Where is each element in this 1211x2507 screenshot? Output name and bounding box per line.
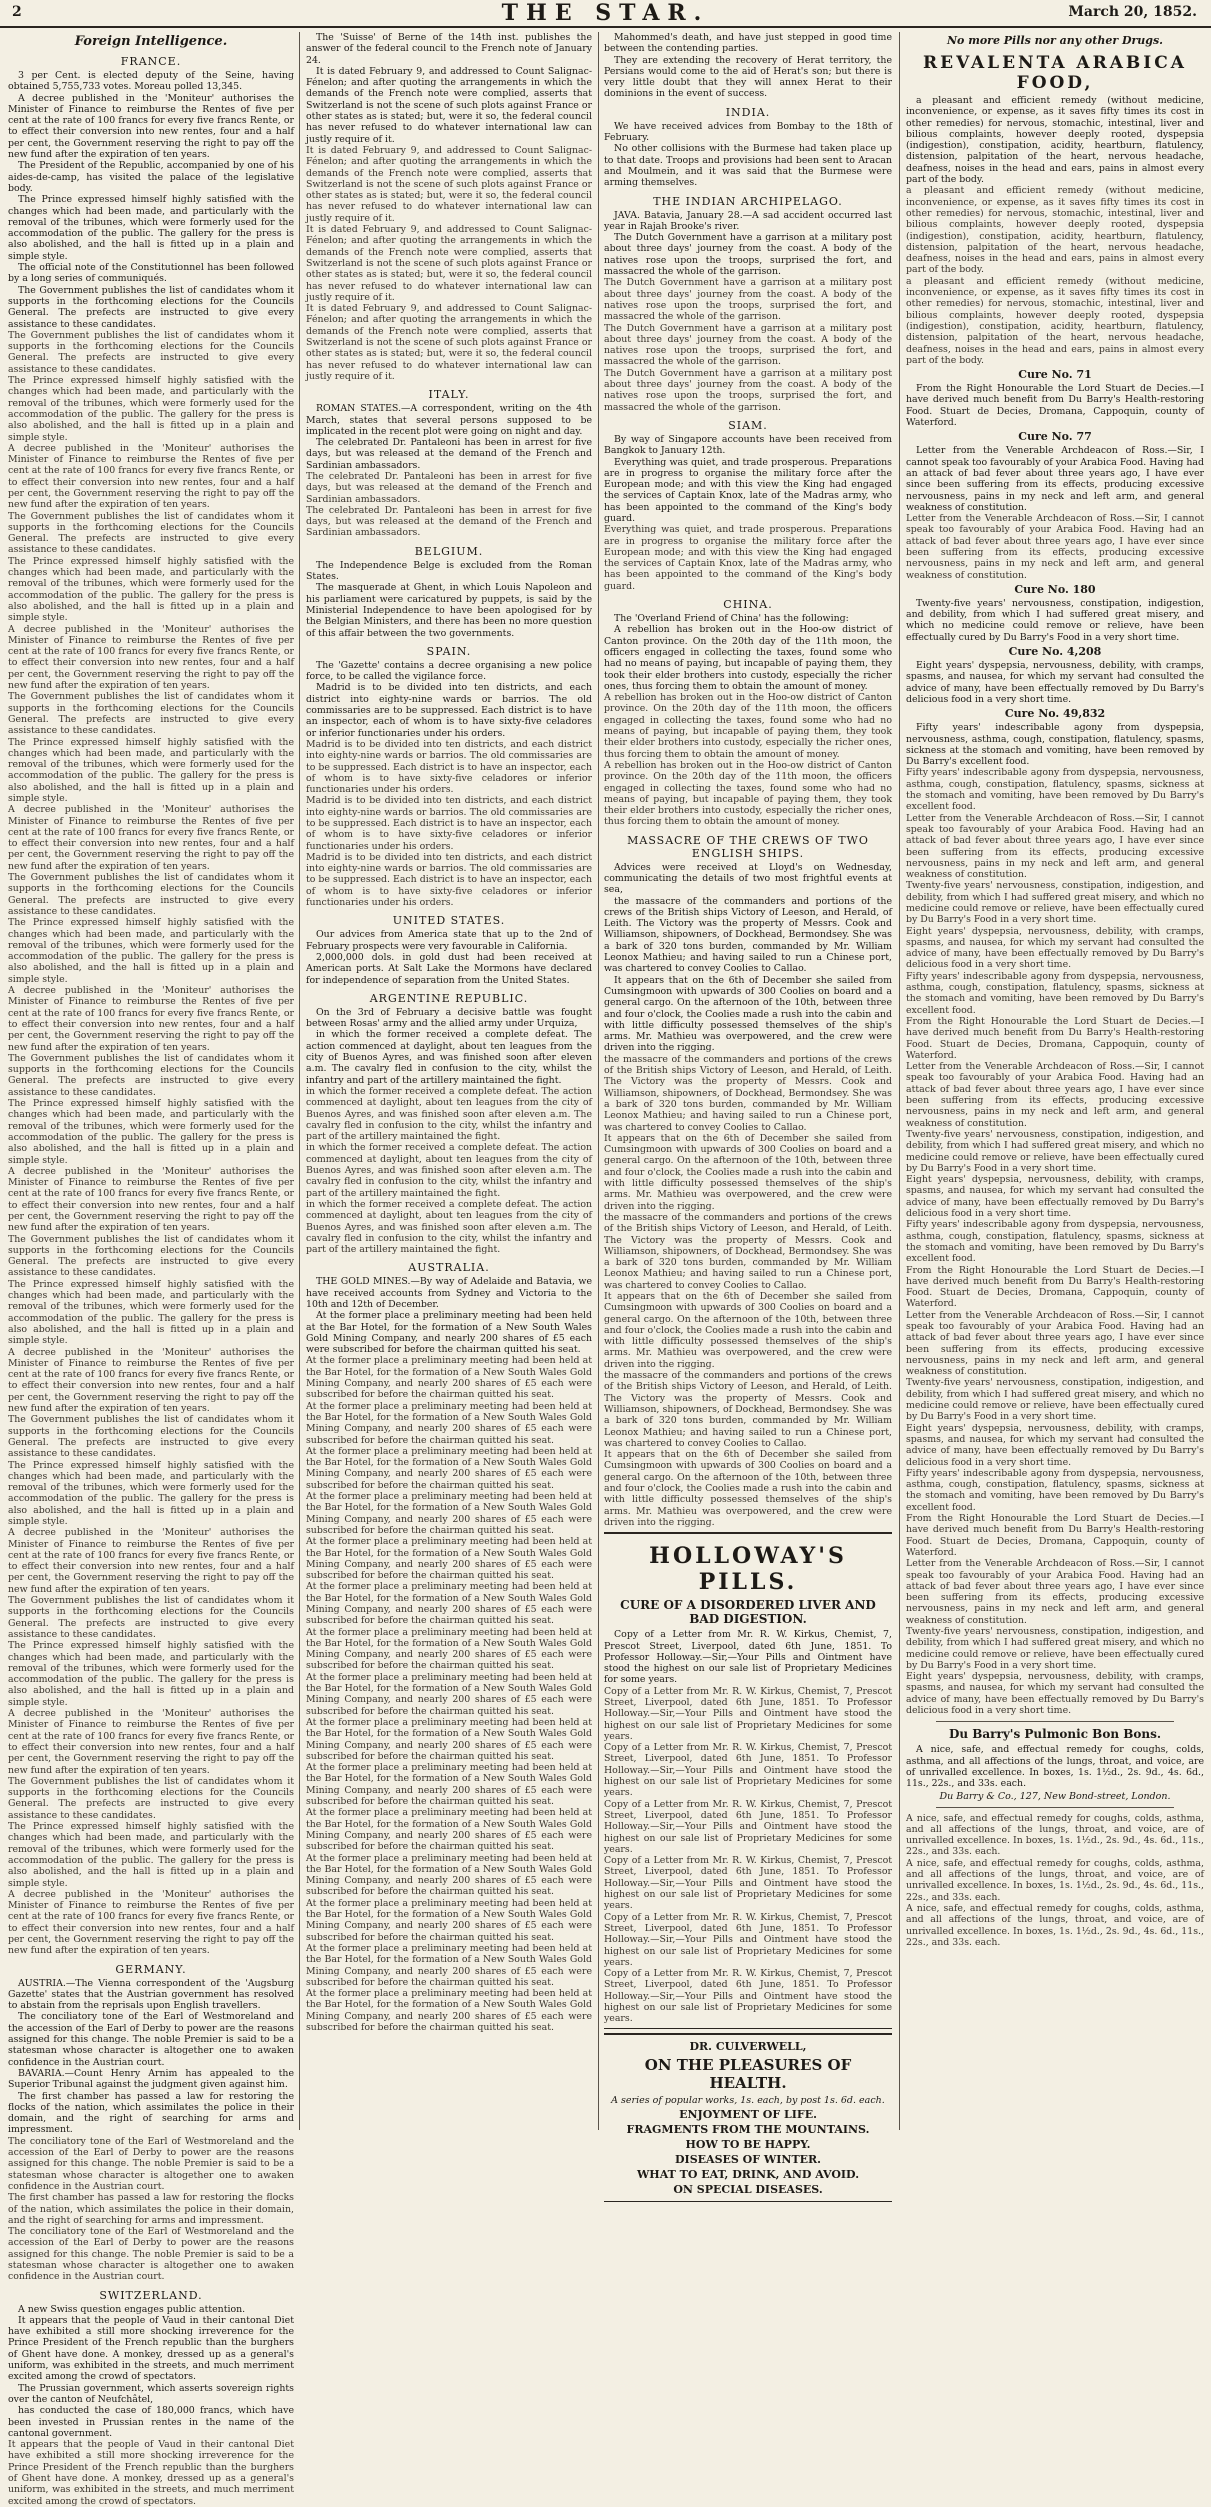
article-text: A decree published in the 'Moniteur' authorises the Minister of Finance to reimburse the Rentes of five per cent at the rate of 100 francs for every five francs Rente, or to effect their conversion into new rentes, four and a half per cent, the Government reserving the right to pay off the new fund after the expiration of ten years.: [8, 1346, 294, 1415]
article-lead: JAVA. Batavia, January 28.—A sad accident occurred last year in Rajah Brooke's river.: [604, 209, 892, 232]
column-1: [8, 32, 294, 2507]
article-heading: THE INDIAN ARCHIPELAGO.: [653, 194, 843, 208]
article-text: A rebellion has broken out in the Hoo-ow district of Canton province. On the 20th day of the 11th moon, the officers engaged in collecting the taxes, found some who had no means of paying, but incapable of paying them, they took their elder brothers into custody, especially the richer ones, thus forcing them to obtain the amount of money.: [604, 759, 892, 828]
article-text: The Prince expressed himself highly satisfied with the changes which had been made, and particularly with the removal of the tribunes, which were formerly used for the accommodation of the public. The gallery for the press is also abolished, and the hall is fitted up in a plain and simple style.: [8, 736, 294, 804]
cure-text: Eight years' dyspepsia, nervousness, debility, with cramps, spasms, and nausea, for which my servant had consulted the advice of many, have been effectually removed by Du Barry's delicious food in a very short time.: [906, 1671, 1204, 1717]
article-text: The Government publishes the list of candidates whom it supports in the forthcoming elections for the Councils General. The prefects are instructed to give every assistance to these candidates.: [8, 510, 294, 556]
article-text: The Prince expressed himself highly satisfied with the changes which had been made, and particularly with the removal of the tribunes, which were formerly used for the accommodation of the public. The gallery for the press is also abolished, and the hall is fitted up in a plain and simple style.: [8, 555, 294, 624]
article-text: They are extending the recovery of Herat territory, the Persians would come to the aid of Herat's son; but there is very little doubt that they will annex Herat to their dominions in the event of success.: [604, 54, 892, 100]
article: [8, 55, 294, 1957]
article-text: Madrid is to be divided into ten districts, and each district into eighty-nine wards or barrios. The old commissaries are to be suppressed. Each district is to have an inspector, each of whom is to have sixty-five celadores or inferior functionaries under his orders.: [306, 682, 592, 739]
cure-text: Twenty-five years' nervousness, constipation, indigestion, and debility, from which I had suffered great misery, and which no medicine could remove or relieve, have been effectually cured by Du Barry's Food in a very short time.: [906, 1377, 1204, 1423]
cure-label: Cure No. 71: [1018, 368, 1092, 382]
article-text: A rebellion has broken out in the Hoo-ow district of Canton province. On the 20th day of the 11th moon, the officers engaged in collecting the taxes, found some who had no means of paying, but incapable of paying them, they took their elder brothers into custody, especially the richer ones, thus forcing them to obtain the amount of money.: [604, 624, 892, 692]
article-text: A decree published in the 'Moniteur' authorises the Minister of Finance to reimburse the Rentes of five per cent at the rate of 100 francs for every five francs Rente, or to effect their conversion into new rentes, four and a half per cent, the Government reserving the right to pay off the new fund after the expiration of ten years.: [8, 1888, 294, 1957]
article-heading: UNITED STATES.: [392, 914, 506, 928]
article-text: Everything was quiet, and trade prosperous. Preparations are in progress to organise the military force after the European mode; and with this view the King had engaged the services of Captain Knox, late of the Madras army, who has been appointed to the command of the King's body guard.: [604, 524, 892, 592]
divider: [936, 1721, 1174, 1722]
article-text: Everything was quiet, and trade prosperous. Preparations are in progress to organise the military force after the European mode; and with this view the King had engaged the services of Captain Knox, late of the Madras army, who has been appointed to the command of the King's body guard.: [604, 456, 892, 524]
cure-text: From the Right Honourable the Lord Stuart de Decies.—I have derived much benefit from Du Barry's Health-restoring Food. Stuart de Decies, Dromana, Cappoquin, county of Waterford.: [906, 1015, 1204, 1061]
advert-text: Copy of a Letter from Mr. R. W. Kirkus, Chemist, 7, Prescot Street, Liverpool, dated 6th June, 1851. To Professor Holloway.—Sir,—Your Pills and Ointment have stood the highest on our sale list of Proprietary Medicines for some years.: [604, 1742, 892, 1799]
article-text: At the former place a preliminary meeting had been held at the Bar Hotel, for the formation of a New South Wales Gold Mining Company, and nearly 200 shares of £5 each were subscribed for before the chairman quitted his seat.: [306, 1671, 592, 1717]
article-text: The Dutch Government have a garrison at a military post about three days' journey from the coast. A body of the natives rose upon the troops, surprised the fort, and massacred the whole of the garrison.: [604, 232, 892, 278]
article-text: The Government publishes the list of candidates whom it supports in the forthcoming elections for the Councils General. The prefects are instructed to give every assistance to these candidates.: [8, 1595, 294, 1640]
advert-line: ENJOYMENT OF LIFE.: [679, 2107, 817, 2121]
article-heading: SPAIN.: [426, 644, 472, 658]
cure-text: Letter from the Venerable Archdeacon of Ross.—Sir, I cannot speak too favourably of your Arabica Food. Having had an attack of bad fever about three years ago, I have ever since been suffering from its effects, producing excessive nervousness, pains in my neck and left arm, and general weakness of constitution.: [906, 1309, 1204, 1378]
article-text: The Prince expressed himself highly satisfied with the changes which had been made, and particularly with the removal of the tribunes, which were formerly used for the accommodation of the public. The gallery for the press is also abolished, and the hall is fitted up in a plain and simple style.: [8, 1459, 294, 1527]
article-text: The first chamber has passed a law for restoring the flocks of the nation, which assimilates the police in their domain, and the right of searching for arms and impressment.: [8, 2090, 294, 2136]
article-lead: ROMAN STATES.—A correspondent, writing on the 4th March, states that several persons supposed to be implicated in the recent plot were going on night and day.: [306, 403, 592, 437]
article-text: It appears that on the 6th of December she sailed from Cumsingmoon with upwards of 300 Coolies on board and a general cargo. On the afternoon of the 10th, between three and four o'clock, the Coolies made a rush into the cabin and with little difficulty possessed themselves of the ship's arms. Mr. Mathieu was overpowered, and the crew were driven into the rigging.: [604, 1290, 892, 1370]
cure-label: Cure No. 180: [1014, 582, 1096, 596]
newspaper-title: THE STAR.: [501, 0, 710, 26]
cure-text: Letter from the Venerable Archdeacon of Ross.—Sir, I cannot speak too favourably of your Arabica Food. Having had an attack of bad fever about three years ago, I have ever since been suffering from its effects, producing excessive nervousness, pains in my neck and left arm, and general weakness of constitution.: [906, 513, 1204, 581]
article-text: The celebrated Dr. Pantaleoni has been in arrest for five days, but was released at the demand of the French and Sardinian ambassadors.: [306, 437, 592, 471]
column-rule: [899, 32, 900, 2130]
page-number: 2: [12, 4, 22, 20]
holloway-advert: [604, 1532, 892, 2028]
article-lead: The President of the Republic, accompanied by one of his aides-de-camp, has visited the palace of the legislative body.: [8, 160, 294, 194]
article-text: Madrid is to be divided into ten districts, and each district into eighty-nine wards or barrios. The old commissaries are to be suppressed. Each district is to have an inspector, each of whom is to have sixty-five celadores or inferior functionaries under his orders.: [306, 851, 592, 909]
article-text: At the former place a preliminary meeting had been held at the Bar Hotel, for the formation of a New South Wales Gold Mining Company, and nearly 200 shares of £5 each were subscribed for before the chairman quitted his seat.: [306, 1355, 592, 1401]
article-text: in which the former received a complete defeat. The action commenced at daylight, about ten leagues from the city of Buenos Ayres, and was finished soon after eleven a.m. The cavalry fled in confusion to the city, whilst the infantry and part of the artillery maintained the fight.: [306, 1198, 592, 1256]
advert-subtitle: CURE OF A DISORDERED LIVER AND BAD DIGESTION.: [620, 1598, 876, 1627]
advert-text: A nice, safe, and effectual remedy for coughs, colds, asthma, and all affections of the lungs, throat, and voice, are of unrivalled excellence. In boxes, 1s. 1½d., 2s. 9d., 4s. 6d., 11s., 22s., and 33s. each.: [906, 1812, 1204, 1858]
cure-text: Eight years' dyspepsia, nervousness, debility, with cramps, spasms, and nausea, for which my servant had consulted the advice of many, have been effectually removed by Du Barry's delicious food in a very short time.: [906, 1422, 1204, 1468]
cure-text: Fifty years' indescribable agony from dyspepsia, nervousness, asthma, cough, constipation, flatulency, spasms, sickness at the stomach and vomiting, have been removed by Du Barry's excellent food.: [906, 1467, 1204, 1513]
article-text: The Government publishes the list of candidates whom it supports in the forthcoming elections for the Councils General. The prefects are instructed to give every assistance to these candidates.: [8, 1233, 294, 1279]
article-text: The celebrated Dr. Pantaleoni has been in arrest for five days, but was released at the demand of the French and Sardinian ambassadors.: [306, 504, 592, 539]
article-text: The Dutch Government have a garrison at a military post about three days' journey from the coast. A body of the natives rose upon the troops, surprised the fort, and massacred the whole of the garrison.: [604, 277, 892, 323]
advert-text: Copy of a Letter from Mr. R. W. Kirkus, Chemist, 7, Prescot Street, Liverpool, dated 6th June, 1851. To Professor Holloway.—Sir,—Your Pills and Ointment have stood the highest on our sale list of Proprietary Medicines for some years.: [604, 1685, 892, 1742]
article-text: At the former place a preliminary meeting had been held at the Bar Hotel, for the formation of a New South Wales Gold Mining Company, and nearly 200 shares of £5 each were subscribed for before the chairman quitted his seat.: [306, 1852, 592, 1898]
cure-text: Fifty years' indescribable agony from dyspepsia, nervousness, asthma, cough, constipation, flatulency, spasms, sickness at the stomach and vomiting, have been removed by Du Barry's excellent food.: [906, 722, 1204, 768]
article-lead: THE GOLD MINES.—By way of Adelaide and Batavia, we have received accounts from Sydney and Victoria to the 10th and 12th of December.: [306, 1276, 592, 1310]
article-text: in which the former received a complete defeat. The action commenced at daylight, about ten leagues from the city of Buenos Ayres, and was finished soon after eleven a.m. The cavalry fled in confusion to the city, whilst the infantry and part of the artillery maintained the fight.: [306, 1085, 592, 1143]
article-text: A decree published in the 'Moniteur' authorises the Minister of Finance to reimburse the Rentes of five per cent at the rate of 100 francs for every five francs Rente, or to effect their conversion into new rentes, four and a half per cent, the Government reserving the right to pay off the new fund after the expiration of ten years.: [8, 1708, 294, 1776]
advert-text: a pleasant and efficient remedy (without medicine, inconvenience, or expense, as it saves fifty times its cost in other remedies) for nervous, stomachic, intestinal, liver and bilious complaints, however deeply rooted, dyspepsia (indigestion), constipation, acidity, heartburn, flatulency, distension, palpitation of the heart, nervous headache, deafness, noises in the head and ears, pains in almost every part of the body.: [906, 275, 1204, 366]
cure-text: Fifty years' indescribable agony from dyspepsia, nervousness, asthma, cough, constipation, flatulency, spasms, sickness at the stomach and vomiting, have been removed by Du Barry's excellent food.: [906, 970, 1204, 1016]
article-heading: AUSTRALIA.: [408, 1261, 490, 1275]
article-text: A decree published in the 'Moniteur' authorises the Minister of Finance to reimburse the Rentes of five per cent at the rate of 100 francs for every five francs Rente, or to effect their conversion into new rentes, four and a half per cent, the Government reserving the right to pay off the new fund after the expiration of ten years.: [8, 623, 294, 692]
article-text: The Dutch Government have a garrison at a military post about three days' journey from the coast. A body of the natives rose upon the troops, surprised the fort, and massacred the whole of the garrison.: [604, 322, 892, 368]
article-text: The Prince expressed himself highly satisfied with the changes which had been made, and particularly with the removal of the tribunes, which were formerly used for the accommodation of the public. The gallery for the press is also abolished, and the hall is fitted up in a plain and simple style.: [8, 1640, 294, 1708]
advert-title: Du Barry's Pulmonic Bon Bons.: [948, 1727, 1162, 1742]
article-lead: Mahommed's death, and have just stepped in good time between the contending parties.: [604, 32, 892, 55]
advert-title: REVALENTA ARABICA FOOD,: [923, 53, 1187, 93]
cure-text: Twenty-five years' nervousness, constipation, indigestion, and debility, from which I had suffered great misery, and which no medicine could remove or relieve, have been effectually cured by Du Barry's Food in a very short time.: [906, 1626, 1204, 1671]
article-text: At the former place a preliminary meeting had been held at the Bar Hotel, for the formation of a New South Wales Gold Mining Company, and nearly 200 shares of £5 each were subscribed for before the chairman quitted his seat.: [306, 1988, 592, 2033]
article-text: the massacre of the commanders and portions of the crews of the British ships Victory of Leeson, and Herald, of Leith. The Victory was the property of Messrs. Cook and Williamson, shipowners, of Dockhead, Bermondsey. She was a bark of 320 tons burden, commanded by Mr. William Leonox Mathieu; and having sailed to run a Chinese port, was chartered to convey Coolies to Callao.: [604, 895, 892, 975]
cure-text: Letter from the Venerable Archdeacon of Ross.—Sir, I cannot speak too favourably of your Arabica Food. Having had an attack of bad fever about three years ago, I have ever since been suffering from its effects, producing excessive nervousness, pains in my neck and left arm, and general weakness of constitution.: [906, 445, 1204, 513]
article-text: The Prince expressed himself highly satisfied with the changes which had been made, and particularly with the removal of the tribunes, which were formerly used for the accommodation of the public. The gallery for the press is also abolished, and the hall is fitted up in a plain and simple style.: [8, 1821, 294, 1889]
article-text: has conducted the case of 180,000 francs, which have been invested in Prussian rentes in the name of the cantonal government.: [8, 2405, 294, 2439]
cure-label: Cure No. 77: [1018, 430, 1092, 444]
article-text: At the former place a preliminary meeting had been held at the Bar Hotel, for the formation of a New South Wales Gold Mining Company, and nearly 200 shares of £5 each were subscribed for before the chairman quitted his seat.: [306, 1536, 592, 1582]
article-text: At the former place a preliminary meeting had been held at the Bar Hotel, for the formation of a New South Wales Gold Mining Company, and nearly 200 shares of £5 each were subscribed for before the chairman quitted his seat.: [306, 1942, 592, 1988]
article-text: in which the former received a complete defeat. The action commenced at daylight, about ten leagues from the city of Buenos Ayres, and was finished soon after eleven a.m. The cavalry fled in confusion to the city, whilst the infantry and part of the artillery maintained the fight.: [306, 1142, 592, 1199]
article-text: At the former place a preliminary meeting had been held at the Bar Hotel, for the formation of a New South Wales Gold Mining Company, and nearly 200 shares of £5 each were subscribed for before the chairman quitted his seat.: [306, 1400, 592, 1446]
issue-date: March 20, 1852.: [1068, 4, 1197, 20]
column-rule: [299, 32, 300, 2130]
article-text: 2,000,000 dols. in gold dust had been received at American ports. At Salt Lake the Mormons have declared for independence of separation from the United States.: [306, 951, 592, 986]
article-heading: FRANCE.: [120, 55, 182, 68]
advert-line: ON SPECIAL DISEASES.: [673, 2182, 823, 2196]
article-text: A decree published in the 'Moniteur' authorises the Minister of Finance to reimburse the Rentes of five per cent at the rate of 100 francs for every five francs Rente, or to effect their conversion into new rentes, four and a half per cent, the Government reserving the right to pay off the new fund after the expiration of ten years.: [8, 1165, 294, 1234]
advert-text: Copy of a Letter from Mr. R. W. Kirkus, Chemist, 7, Prescot Street, Liverpool, dated 6th June, 1851. To Professor Holloway.—Sir,—Your Pills and Ointment have stood the highest on our sale list of Proprietary Medicines for some years.: [604, 1855, 892, 1912]
advert-title: HOLLOWAY'S PILLS.: [649, 1543, 847, 1596]
article-text: At the former place a preliminary meeting had been held at the Bar Hotel, for the formation of a New South Wales Gold Mining Company, and nearly 200 shares of £5 each were subscribed for before the chairman quitted his seat.: [306, 1445, 592, 1491]
health-advert: [604, 2033, 892, 2202]
article-text: Madrid is to be divided into ten districts, and each district into eighty-nine wards or barrios. The old commissaries are to be suppressed. Each district is to have an inspector, each of whom is to have sixty-five celadores or inferior functionaries under his orders.: [306, 795, 592, 852]
advert-text: Copy of a Letter from Mr. R. W. Kirkus, Chemist, 7, Prescot Street, Liverpool, dated 6th June, 1851. To Professor Holloway.—Sir,—Your Pills and Ointment have stood the highest on our sale list of Proprietary Medicines for some years.: [604, 1968, 892, 2025]
article-text: It appears that on the 6th of December she sailed from Cumsingmoon with upwards of 300 Coolies on board and a general cargo. On the afternoon of the 10th, between three and four o'clock, the Coolies made a rush into the cabin and with little difficulty possessed themselves of the ship's arms. Mr. Mathieu was overpowered, and the crew were driven into the rigging.: [604, 974, 892, 1054]
advert-text: Copy of a Letter from Mr. R. W. Kirkus, Chemist, 7, Prescot Street, Liverpool, dated 6th June, 1851. To Professor Holloway.—Sir,—Your Pills and Ointment have stood the highest on our sale list of Proprietary Medicines for some years.: [604, 1798, 892, 1855]
article-text: A decree published in the 'Moniteur' authorises the Minister of Finance to reimburse the Rentes of five per cent at the rate of 100 francs for every five francs Rente, or to effect their conversion into new rentes, four and a half per cent, the Government reserving the right to pay off the new fund after the expiration of ten years.: [8, 442, 294, 511]
article-text: It appears that on the 6th of December she sailed from Cumsingmoon with upwards of 300 Coolies on board and a general cargo. On the afternoon of the 10th, between three and four o'clock, the Coolies made a rush into the cabin and with little difficulty possessed themselves of the ship's arms. Mr. Mathieu was overpowered, and the crew were driven into the rigging.: [604, 1449, 892, 1528]
article-text: At the former place a preliminary meeting had been held at the Bar Hotel, for the formation of a New South Wales Gold Mining Company, and nearly 200 shares of £5 each were subscribed for before the chairman quitted his seat.: [306, 1762, 592, 1808]
article-text: the massacre of the commanders and portions of the crews of the British ships Victory of Leeson, and Herald, of Leith. The Victory was the property of Messrs. Cook and Williamson, shipowners, of Dockhead, Bermondsey. She was a bark of 320 tons burden, commanded by Mr. William Leonox Mathieu; and having sailed to run a Chinese port, was chartered to convey Coolies to Callao.: [604, 1370, 892, 1449]
article-text: It appears that the people of Vaud in their cantonal Diet have exhibited a still more shocking irreverence for the Prince President of the French republic than the burghers of Ghent have done. A monkey, dressed up as a general's uniform, was exhibited in the streets, and much merriment excited among the crowd of spectators.: [8, 2439, 294, 2507]
article-lead: A new Swiss question engages public attention.: [18, 2303, 246, 2315]
advert-line: HOW TO BE HAPPY.: [685, 2137, 811, 2151]
article-lead: Advices were received at Lloyd's on Wednesday, communicating the details of two most frightful events at sea,: [604, 861, 892, 896]
article-heading: ITALY.: [428, 388, 470, 402]
article-text: The Government publishes the list of candidates whom it supports in the forthcoming elections for the Councils General. The prefects are instructed to give every assistance to these candidates.: [8, 1775, 294, 1821]
article-lead: AUSTRIA.—The Vienna correspondent of the 'Augsburg Gazette' states that the Austrian government has resolved to abstain from the reprisals upon English travellers.: [8, 1977, 294, 2012]
article-lead: The 'Suisse' of Berne of the 14th inst. publishes the answer of the federal council to the French note of January 24.: [306, 32, 592, 66]
cure-text: Eight years' dyspepsia, nervousness, debility, with cramps, spasms, and nausea, for which my servant had consulted the advice of many, have been effectually removed by Du Barry's delicious food in a very short time.: [906, 925, 1204, 971]
cure-text: From the Right Honourable the Lord Stuart de Decies.—I have derived much benefit from Du Barry's Health-restoring Food. Stuart de Decies, Dromana, Cappoquin, county of Waterford.: [906, 383, 1204, 429]
column-4: [906, 32, 1204, 2130]
article-lead: On the 3rd of February a decisive battle was fought between Rosas' army and the allied army under Urquiza,: [306, 1006, 592, 1030]
section-title: Foreign Intelligence.: [74, 34, 228, 49]
article-text: The Government publishes the list of candidates whom it supports in the forthcoming elections for the Councils General. The prefects are instructed to give every assistance to these candidates.: [8, 1414, 294, 1460]
advert-title: ON THE PLEASURES OF HEALTH.: [644, 2055, 852, 2092]
article-text: No other collisions with the Burmese had taken place up to that date. Troops and provisions had been sent to Aracan and Moulmein, and it was said that the Burmese were arming themselves.: [604, 143, 892, 189]
article-heading: SWITZERLAND.: [99, 2288, 203, 2302]
article-text: At the former place a preliminary meeting had been held at the Bar Hotel, for the formation of a New South Wales Gold Mining Company, and nearly 200 shares of £5 each were subscribed for before the chairman quitted his seat.: [306, 1581, 592, 1627]
article-text: At the former place a preliminary meeting had been held at the Bar Hotel, for the formation of a New South Wales Gold Mining Company, and nearly 200 shares of £5 each were subscribed for before the chairman quitted his seat.: [306, 1716, 592, 1762]
advert-address: Du Barry & Co., 127, New Bond-street, London.: [939, 1790, 1171, 1802]
advert-text: a pleasant and efficient remedy (without medicine, inconvenience, or expense, as it saves fifty times its cost in other remedies) for nervous, stomachic, intestinal, liver and bilious complaints, however deeply rooted, dyspepsia (indigestion), constipation, acidity, heartburn, flatulency, distension, palpitation of the heart, nervous headache, deafness, noises in the head and ears, pains in almost every part of the body.: [906, 95, 1204, 186]
article-lead: We have received advices from Bombay to the 18th of February.: [604, 120, 892, 144]
article-text: the massacre of the commanders and portions of the crews of the British ships Victory of Leeson, and Herald, of Leith. The Victory was the property of Messrs. Cook and Williamson, shipowners, of Dockhead, Bermondsey. She was a bark of 320 tons burden, commanded by Mr. William Leonox Mathieu; and having sailed to run a Chinese port, was chartered to convey Coolies to Callao.: [604, 1211, 892, 1291]
article-lead: BAVARIA.—Count Henry Arnim has appealed to the Superior Tribunal against the judgment given against him.: [8, 2067, 294, 2091]
article-text: The Dutch Government have a garrison at a military post about three days' journey from the coast. A body of the natives rose upon the troops, surprised the fort, and massacred the whole of the garrison.: [604, 367, 892, 413]
cure-text: From the Right Honourable the Lord Stuart de Decies.—I have derived much benefit from Du Barry's Health-restoring Food. Stuart de Decies, Dromana, Cappoquin, county of Waterford.: [906, 1264, 1204, 1310]
article-text: It is dated February 9, and addressed to Count Salignac-Fénelon; and after quoting the arrangements in which the demands of the French note were complied, asserts that Switzerland is not the scene of such plots against France or other states as is stated; but, were it so, the federal council has never refused to do whatever international law can justly require of it.: [306, 144, 592, 224]
article-text: Madrid is to be divided into ten districts, and each district into eighty-nine wards or barrios. The old commissaries are to be suppressed. Each district is to have an inspector, each of whom is to have sixty-five celadores or inferior functionaries under his orders.: [306, 738, 592, 796]
cure-text: Fifty years' indescribable agony from dyspepsia, nervousness, asthma, cough, constipation, flatulency, spasms, sickness at the stomach and vomiting, have been removed by Du Barry's excellent food.: [906, 1219, 1204, 1265]
article-text: The Prince expressed himself highly satisfied with the changes which had been made, and particularly with the removal of the tribunes, which were formerly used for the accommodation of the public. The gallery for the press is also abolished, and the hall is fitted up in a plain and simple style.: [8, 1278, 294, 1347]
cure-text: Letter from the Venerable Archdeacon of Ross.—Sir, I cannot speak too favourably of your Arabica Food. Having had an attack of bad fever about three years ago, I have ever since been suffering from its effects, producing excessive nervousness, pains in my neck and left arm, and general weakness of constitution.: [906, 1061, 1204, 1129]
cure-text: Eight years' dyspepsia, nervousness, debility, with cramps, spasms, and nausea, for which my servant had consulted the advice of many, have been effectually removed by Du Barry's delicious food in a very short time.: [906, 660, 1204, 705]
cure-text: Letter from the Venerable Archdeacon of Ross.—Sir, I cannot speak too favourably of your Arabica Food. Having had an attack of bad fever about three years ago, I have ever since been suffering from its effects, producing excessive nervousness, pains in my neck and left arm, and general weakness of constitution.: [906, 1558, 1204, 1626]
advert-text: Copy of a Letter from Mr. R. W. Kirkus, Chemist, 7, Prescot Street, Liverpool, dated 6th June, 1851. To Professor Holloway.—Sir,—Your Pills and Ointment have stood the highest on our sale list of Proprietary Medicines for some years.: [604, 1911, 892, 1968]
cure-text: Twenty-five years' nervousness, constipation, indigestion, and debility, from which I had suffered great misery, and which no medicine could remove or relieve, have been effectually cured by Du Barry's Food in a very short time.: [906, 1128, 1204, 1174]
article-text: It is dated February 9, and addressed to Count Salignac-Fénelon; and after quoting the arrangements in which the demands of the French note were complied, asserts that Switzerland is not the scene of such plots against France or other states as is stated; but, were it so, the federal council has never refused to do whatever international law can justly require of it.: [306, 65, 592, 145]
article-lead: The 'Overland Friend of China' has the following:: [614, 613, 849, 625]
cure-text: Letter from the Venerable Archdeacon of Ross.—Sir, I cannot speak too favourably of your Arabica Food. Having had an attack of bad fever about three years ago, I have ever since been suffering from its effects, producing excessive nervousness, pains in my neck and left arm, and general weakness of constitution.: [906, 812, 1204, 881]
article-text: The conciliatory tone of the Earl of Westmoreland and the accession of the Earl of Derby to power are the reasons assigned for this change. The noble Premier is said to be a statesman whose character is altogether one to awaken confidence in the Austrian court.: [8, 2226, 294, 2283]
masthead: [0, 0, 1211, 28]
article-text: the massacre of the commanders and portions of the crews of the British ships Victory of Leeson, and Herald, of Leith. The Victory was the property of Messrs. Cook and Williamson, shipowners, of Dockhead, Bermondsey. She was a bark of 320 tons burden, commanded by Mr. William Leonox Mathieu; and having sailed to run a Chinese port, was chartered to convey Coolies to Callao.: [604, 1053, 892, 1133]
advert-text: a pleasant and efficient remedy (without medicine, inconvenience, or expense, as it saves fifty times its cost in other remedies) for nervous, stomachic, intestinal, liver and bilious complaints, however deeply rooted, dyspepsia (indigestion), constipation, acidity, heartburn, flatulency, distension, palpitation of the heart, nervous headache, deafness, noises in the head and ears, pains in almost every part of the body.: [906, 185, 1204, 276]
article-text: The celebrated Dr. Pantaleoni has been in arrest for five days, but was released at the demand of the French and Sardinian ambassadors.: [306, 470, 592, 505]
article-heading: CHINA.: [723, 598, 773, 612]
article-lead: 3 per Cent. is elected deputy of the Seine, having obtained 5,755,733 votes. Moreau polled 13,345.: [8, 70, 294, 93]
article-text: It is dated February 9, and addressed to Count Salignac-Fénelon; and after quoting the arrangements in which the demands of the French note were complied, asserts that Switzerland is not the scene of such plots against France or other states as is stated; but, were it so, the federal council has never refused to do whatever international law can justly require of it.: [306, 224, 592, 303]
column-3: [604, 32, 892, 2196]
cure-text: Twenty-five years' nervousness, constipation, indigestion, and debility, from which I had suffered great misery, and which no medicine could remove or relieve, have been effectually cured by Du Barry's Food in a very short time.: [906, 880, 1204, 926]
article-text: At the former place a preliminary meeting had been held at the Bar Hotel, for the formation of a New South Wales Gold Mining Company, and nearly 200 shares of £5 each were subscribed for before the chairman quitted his seat.: [306, 1807, 592, 1853]
article-text: in which the former received a complete defeat. The action commenced at daylight, about ten leagues from the city of Buenos Ayres, and was finished soon after eleven a.m. The cavalry fled in confusion to the city, whilst the infantry and part of the artillery maintained the fight.: [306, 1029, 592, 1086]
advert-text: A nice, safe, and effectual remedy for coughs, colds, asthma, and all affections of the lungs, throat, and voice, are of unrivalled excellence. In boxes, 1s. 1½d., 2s. 9d., 4s. 6d., 11s., 22s., and 33s. each.: [906, 1857, 1204, 1903]
article-lead: The Independence Belge is excluded from the Roman States.: [306, 559, 592, 583]
article-text: A decree published in the 'Moniteur' authorises the Minister of Finance to reimburse the Rentes of five per cent at the rate of 100 francs for every five francs Rente, or to effect their conversion into new rentes, four and a half per cent, the Government reserving the right to pay off the new fund after the expiration of ten years.: [8, 1527, 294, 1595]
cure-text: Fifty years' indescribable agony from dyspepsia, nervousness, asthma, cough, constipation, flatulency, spasms, sickness at the stomach and vomiting, have been removed by Du Barry's excellent food.: [906, 767, 1204, 813]
article-text: It appears that the people of Vaud in their cantonal Diet have exhibited a still more shocking irreverence for the Prince President of the French republic than the burghers of Ghent have done. A monkey, dressed up as a general's uniform, was exhibited in the streets, and much merriment excited among the crowd of spectators.: [8, 2314, 294, 2383]
article-text: The Prince expressed himself highly satisfied with the changes which had been made, and particularly with the removal of the tribunes, which were formerly used for the accommodation of the public. The gallery for the press is also abolished, and the hall is fitted up in a plain and simple style.: [8, 375, 294, 443]
advert-text: Copy of a Letter from Mr. R. W. Kirkus, Chemist, 7, Prescot Street, Liverpool, dated 6th June, 1851. To Professor Holloway.—Sir,—Your Pills and Ointment have stood the highest on our sale list of Proprietary Medicines for some years.: [604, 1629, 892, 1686]
article-text: It appears that on the 6th of December she sailed from Cumsingmoon with upwards of 300 Coolies on board and a general cargo. On the afternoon of the 10th, between three and four o'clock, the Coolies made a rush into the cabin and with little difficulty possessed themselves of the ship's arms. Mr. Mathieu was overpowered, and the crew were driven into the rigging.: [604, 1132, 892, 1212]
article-lead: Our advices from America state that up to the 2nd of February prospects were very favourable in California.: [306, 929, 592, 952]
article-text: A decree published in the 'Moniteur' authorises the Minister of Finance to reimburse the Rentes of five per cent at the rate of 100 francs for every five francs Rente, or to effect their conversion into new rentes, four and a half per cent, the Government reserving the right to pay off the new fund after the expiration of ten years.: [8, 985, 294, 1053]
article-text: The Prince expressed himself highly satisfied with the changes which had been made, and particularly with the removal of the tribunes, which were formerly used for the accommodation of the public. The gallery for the press is also abolished, and the hall is fitted up in a plain and simple style.: [8, 917, 294, 985]
article-text: A decree published in the 'Moniteur' authorises the Minister of Finance to reimburse the Rentes of five per cent at the rate of 100 francs for every five francs Rente, or to effect their conversion into new rentes, four and a half per cent, the Government reserving the right to pay off the new fund after the expiration of ten years.: [8, 92, 294, 161]
article-heading: INDIA.: [725, 105, 771, 119]
article-heading: GERMANY.: [115, 1962, 187, 1976]
article-heading: BELGIUM.: [414, 544, 484, 558]
article-text: The Government publishes the list of candidates whom it supports in the forthcoming elections for the Councils General. The prefects are instructed to give every assistance to these candidates.: [8, 284, 294, 330]
article-heading: MASSACRE OF THE CREWS OF TWO ENGLISH SHIPS.: [627, 833, 869, 860]
advert-line: DISEASES OF WINTER.: [675, 2152, 821, 2166]
article-text: The Prince expressed himself highly satisfied with the changes which had been made, and particularly with the removal of the tribunes, which were formerly used for the accommodation of the public. The gallery for the press is also abolished, and the hall is fitted up in a plain and simple style.: [8, 194, 294, 262]
article-text: The Government publishes the list of candidates whom it supports in the forthcoming elections for the Councils General. The prefects are instructed to give every assistance to these candidates.: [8, 1052, 294, 1098]
cure-text: Twenty-five years' nervousness, constipation, indigestion, and debility, from which I had suffered great misery, and which no medicine could remove or relieve, have been effectually cured by Du Barry's Food in a very short time.: [906, 597, 1204, 643]
divider: [936, 1807, 1174, 1808]
article-lead: The 'Gazette' contains a decree organising a new police force, to be called the vigilance force.: [306, 659, 592, 683]
advert-note: No more Pills nor any other Drugs.: [946, 34, 1164, 47]
advert-line: FRAGMENTS FROM THE MOUNTAINS.: [626, 2122, 870, 2136]
article-text: It is dated February 9, and addressed to Count Salignac-Fénelon; and after quoting the arrangements in which the demands of the French note were complied, asserts that Switzerland is not the scene of such plots against France or other states as is stated; but, were it so, the federal council has never refused to do whatever international law can justly require of it.: [306, 303, 592, 382]
cure-label: Cure No. 49,832: [1004, 707, 1106, 721]
article-text: The Prince expressed himself highly satisfied with the changes which had been made, and particularly with the removal of the tribunes, which were formerly used for the accommodation of the public. The gallery for the press is also abolished, and the hall is fitted up in a plain and simple style.: [8, 1098, 294, 1166]
article-text: The first chamber has passed a law for restoring the flocks of the nation, which assimilates the police in their domain, and the right of searching for arms and impressment.: [8, 2192, 294, 2226]
article-text: At the former place a preliminary meeting had been held at the Bar Hotel, for the formation of a New South Wales Gold Mining Company, and nearly 200 shares of £5 each were subscribed for before the chairman quitted his seat.: [306, 1491, 592, 1536]
cure-label: Cure No. 4,208: [1008, 645, 1102, 659]
article-text: At the former place a preliminary meeting had been held at the Bar Hotel, for the formation of a New South Wales Gold Mining Company, and nearly 200 shares of £5 each were subscribed for before the chairman quitted his seat.: [306, 1897, 592, 1943]
advert-author: DR. CULVERWELL,: [689, 2039, 807, 2053]
article-lead: The official note of the Constitutionnel has been followed by a long series of communiqués.: [8, 262, 294, 285]
article-heading: SIAM.: [728, 418, 768, 432]
advert-text: A nice, safe, and effectual remedy for coughs, colds, asthma, and all affections of the lungs, throat, and voice, are of unrivalled excellence. In boxes, 1s. 1½d., 2s. 9d., 4s. 6d., 11s., 22s., and 33s. each.: [906, 1902, 1204, 1948]
article-text: The conciliatory tone of the Earl of Westmoreland and the accession of the Earl of Derby to power are the reasons assigned for this change. The noble Premier is said to be a statesman whose character is altogether one to awaken confidence in the Austrian court.: [8, 2011, 294, 2068]
column-2: [306, 32, 592, 2130]
advert-text: A nice, safe, and effectual remedy for coughs, colds, asthma, and all affections of the lungs, throat, and voice, are of unrivalled excellence. In boxes, 1s. 1½d., 2s. 9d., 4s. 6d., 11s., 22s., and 33s. each.: [906, 1744, 1204, 1790]
article-text: A decree published in the 'Moniteur' authorises the Minister of Finance to reimburse the Rentes of five per cent at the rate of 100 francs for every five francs Rente, or to effect their conversion into new rentes, four and a half per cent, the Government reserving the right to pay off the new fund after the expiration of ten years.: [8, 804, 294, 872]
cure-text: Eight years' dyspepsia, nervousness, debility, with cramps, spasms, and nausea, for which my servant had consulted the advice of many, have been effectually removed by Du Barry's delicious food in a very short time.: [906, 1174, 1204, 1220]
article-lead: By way of Singapore accounts have been received from Bangkok to January 12th.: [604, 433, 892, 457]
advert-line: WHAT TO EAT, DRINK, AND AVOID.: [636, 2167, 860, 2181]
article-text: The Government publishes the list of candidates whom it supports in the forthcoming elections for the Councils General. The prefects are instructed to give every assistance to these candidates.: [8, 872, 294, 917]
cure-text: From the Right Honourable the Lord Stuart de Decies.—I have derived much benefit from Du Barry's Health-restoring Food. Stuart de Decies, Dromana, Cappoquin, county of Waterford.: [906, 1513, 1204, 1558]
article-text: The Government publishes the list of candidates whom it supports in the forthcoming elections for the Councils General. The prefects are instructed to give every assistance to these candidates.: [8, 691, 294, 737]
article-text: The conciliatory tone of the Earl of Westmoreland and the accession of the Earl of Derby to power are the reasons assigned for this change. The noble Premier is said to be a statesman whose character is altogether one to awaken confidence in the Austrian court.: [8, 2135, 294, 2192]
article-text: The masquerade at Ghent, in which Louis Napoleon and his parliament were caricatured by puppets, is said by the Ministerial Independence to have been apologised for by the Belgian Ministers, and there has been no more question of this affair between the two governments.: [306, 582, 592, 639]
column-rule: [598, 32, 599, 2130]
article-lead: The Prussian government, which asserts sovereign rights over the canton of Neufchâtel,: [8, 2382, 294, 2405]
article-heading: ARGENTINE REPUBLIC.: [369, 991, 529, 1005]
advert-subtitle: A series of popular works, 1s. each, by post 1s. 6d. each.: [611, 2094, 885, 2106]
article-text: At the former place a preliminary meeting had been held at the Bar Hotel, for the formation of a New South Wales Gold Mining Company, and nearly 200 shares of £5 each were subscribed for before the chairman quitted his seat.: [306, 1310, 592, 1356]
article-text: At the former place a preliminary meeting had been held at the Bar Hotel, for the formation of a New South Wales Gold Mining Company, and nearly 200 shares of £5 each were subscribed for before the chairman quitted his seat.: [306, 1626, 592, 1672]
article-text: The Government publishes the list of candidates whom it supports in the forthcoming elections for the Councils General. The prefects are instructed to give every assistance to these candidates.: [8, 329, 294, 375]
article-text: A rebellion has broken out in the Hoo-ow district of Canton province. On the 20th day of the 11th moon, the officers engaged in collecting the taxes, found some who had no means of paying, but incapable of paying them, they took their elder brothers into custody, especially the richer ones, thus forcing them to obtain the amount of money.: [604, 692, 892, 760]
